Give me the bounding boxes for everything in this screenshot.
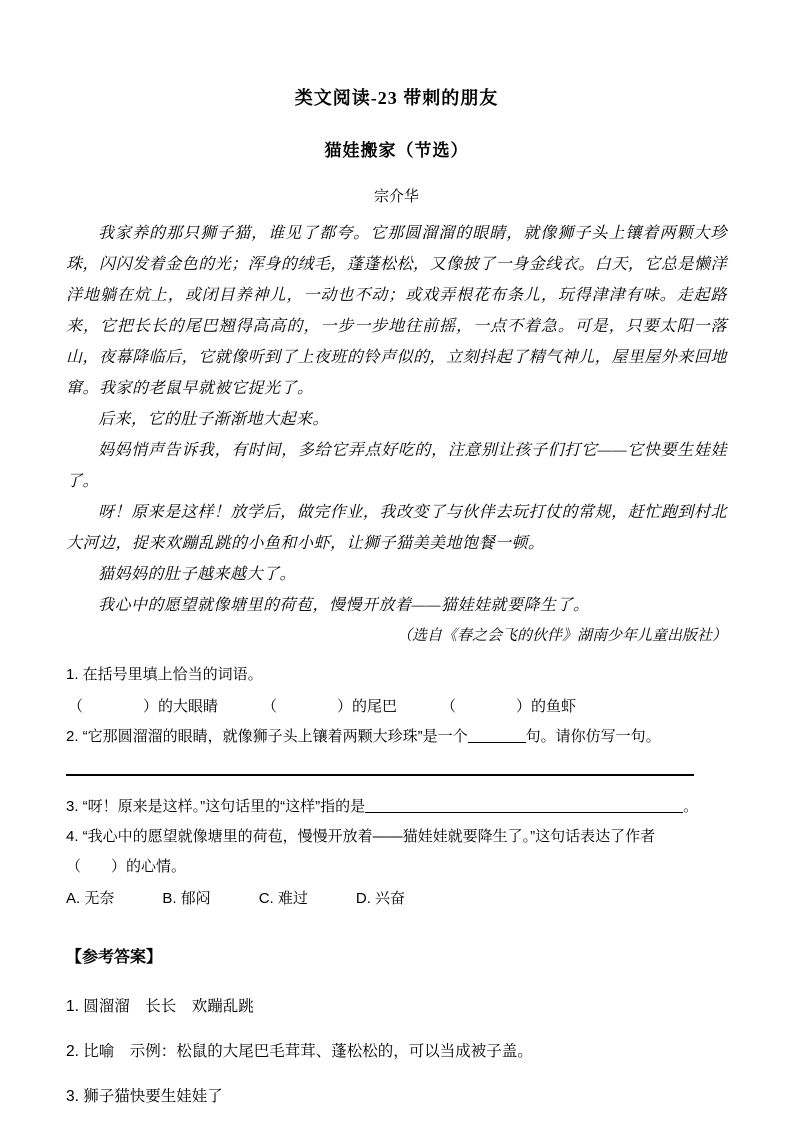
option-c: C. 难过 (258, 890, 308, 907)
question-4: 4. “我心中的愿望就像塘里的荷苞，慢慢开放着——猫娃娃就要降生了。”这句话表达了作者 (66, 828, 656, 845)
fill-blank-item: （ ）的鱼虾 (441, 698, 577, 715)
answer-item: 1. 圆溜溜 长长 欢蹦乱跳 (66, 998, 254, 1015)
reference-answers-header: 【参考答案】 (66, 949, 163, 966)
question-4-continuation: （ ）的心情。 (66, 858, 187, 875)
story-paragraph: 呀！原来是这样！放学后，做完作业，我改变了与伙伴去玩打仗的常规，赶忙跑到村北大河边，捉来欢蹦乱跳的小鱼和小虾，让狮子猫美美地饱餐一顿。 (66, 504, 727, 552)
option-a: A. 无奈 (66, 890, 115, 907)
answer-item: 2. 比喻 示例：松鼠的大尾巴毛茸茸、蓬松松的，可以当成被子盖。 (66, 1043, 533, 1060)
reference-answers-section (66, 944, 727, 1111)
question-2-text: 2. “它那圆溜溜的眼睛，就像狮子头上镶着两颗大珍珠”是一个 (66, 728, 468, 745)
question-2 (66, 722, 727, 752)
option-b: B. 郁闷 (162, 890, 211, 907)
source-attribution: （选自《春之会飞的伙伴》湖南少年儿童出版社） (396, 628, 727, 644)
question-2-text-after: 句。请你仿写一句。 (525, 728, 661, 745)
question-1-blanks (68, 692, 727, 722)
answer-blank-underline (468, 726, 526, 743)
question-4-options (66, 884, 727, 914)
answer-item: 3. 狮子猫快要生娃娃了 (66, 1088, 223, 1105)
question-3-text: 3. “呀！原来是这样。”这句话里的“这样”指的是 (66, 798, 366, 815)
story-body (66, 218, 727, 621)
questions-section (66, 660, 727, 914)
question-3 (66, 792, 727, 822)
question-1: 1. 在括号里填上恰当的词语。 (66, 666, 263, 683)
fill-blank-item: （ ）的大眼睛 (68, 698, 219, 715)
lesson-title: 类文阅读-23 带刺的朋友 (294, 88, 499, 108)
question-3-text-after: 。 (683, 798, 699, 815)
answer-writing-line (66, 774, 694, 776)
story-paragraph: 妈妈悄声告诉我，有时间，多给它弄点好吃的，注意别让孩子们打它——它快要生娃娃了。 (66, 442, 727, 490)
option-d: D. 兴奋 (355, 890, 406, 907)
story-paragraph: 后来，它的肚子渐渐地大起来。 (98, 411, 330, 428)
fill-blank-item: （ ）的尾巴 (262, 698, 398, 715)
answer-blank-underline (365, 796, 683, 813)
story-paragraph: 我心中的愿望就像塘里的荷苞，慢慢开放着——猫娃娃就要降生了。 (98, 597, 590, 614)
author-name: 宗介华 (373, 189, 419, 205)
story-paragraph: 我家养的那只狮子猫，谁见了都夸。它那圆溜溜的眼睛，就像狮子头上镶着两颗大珍珠，闪闪发着金色的光；浑身的绒毛，蓬蓬松松，又像披了一身金线衣。白天，它总是懒洋洋地躺在炕上，或闭目养神儿，一动也不动；或戏弄根花布条儿，玩得津津有味。走起路来，它把长长的尾巴翘得高高的，一步一步地往前摇，一点不着急。可是，只要太阳一落山，夜幕降临后，它就像听到了上夜班的铃声似的，立刻抖起了精气神儿，屋里屋外来回地窜。我家的老鼠早就被它捉光了。 (66, 225, 727, 397)
article-title: 猫娃搬家（节选） (324, 141, 469, 160)
story-paragraph: 猫妈妈的肚子越来越大了。 (98, 566, 297, 583)
